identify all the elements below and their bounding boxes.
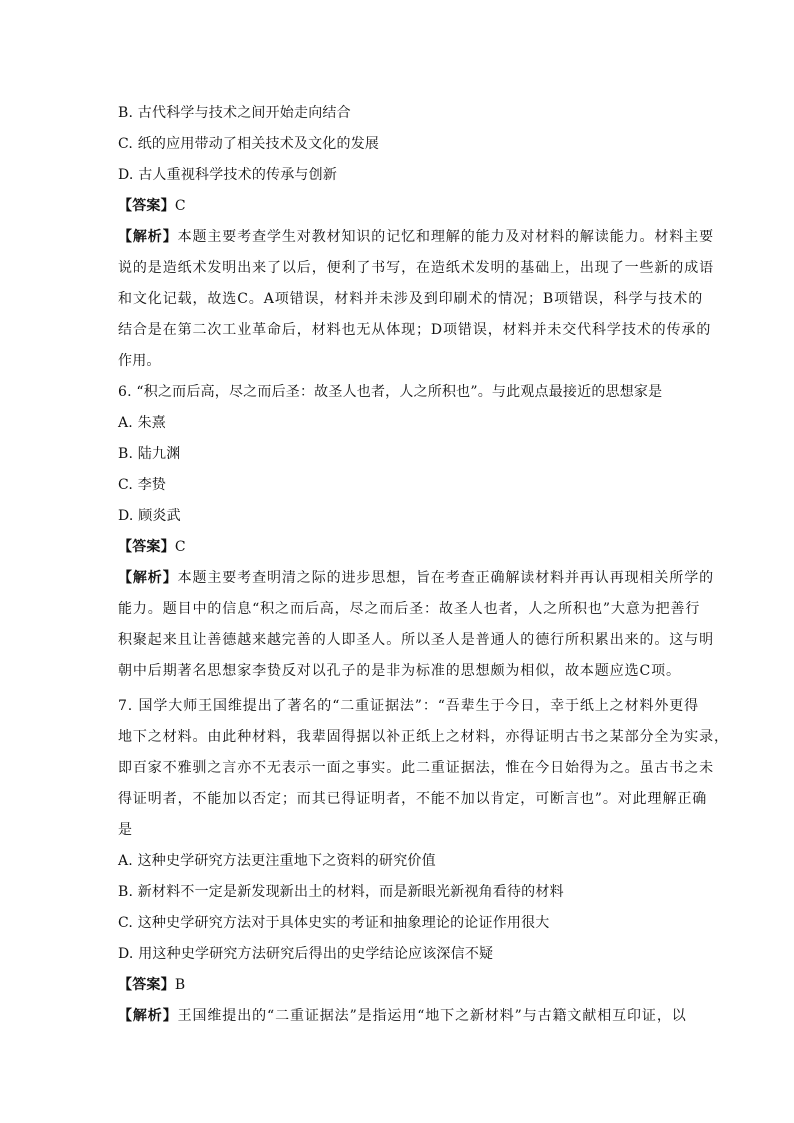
- q5-option-b: B. 古代科学与技术之间开始走向结合: [118, 105, 351, 121]
- q7-stem-line-4: 得证明者，不能加以否定；而其已得证明者，不能不加以肯定，可断言也”。对此理解正确: [118, 791, 708, 807]
- q6-analysis-line-2: 能力。题目中的信息“积之而后高，尽之而后圣：故圣人也者，人之所积也”大意为把善行: [118, 601, 701, 617]
- q7-stem-line-5: 是: [118, 822, 133, 838]
- q5-analysis-text-1: 本题主要考查学生对教材知识的记忆和理解的能力及对材料的解读能力。材料主要: [177, 229, 715, 245]
- q5-analysis-line-5: 作用。: [118, 353, 161, 369]
- q7-option-c: C. 这种史学研究方法对于具体史实的考证和抽象理论的论证作用很大: [118, 915, 550, 931]
- q5-analysis-line-2: 说的是造纸术发明出来了以后，便利了书写，在造纸术发明的基础上，出现了一些新的成语: [118, 260, 714, 276]
- q7-answer-value: B: [174, 977, 186, 993]
- q6-answer-value: C: [174, 539, 186, 555]
- q7-option-b: B. 新材料不一定是新发现新出土的材料，而是新眼光新视角看待的材料: [118, 884, 564, 900]
- q5-answer: [118, 196, 186, 216]
- q5-option-c: C. 纸的应用带动了相关技术及文化的发展: [118, 136, 380, 152]
- q7-answer-label: 【答案】: [118, 977, 175, 993]
- q5-answer-value: C: [174, 198, 186, 214]
- q6-analysis-line-1: [118, 568, 714, 588]
- q6-analysis-text-1: 本题主要考查明清之际的进步思想，旨在考查正确解读材料并再认再现相关所学的: [177, 570, 715, 586]
- q7-analysis-line-1: [118, 1006, 687, 1026]
- q5-analysis-line-1: [118, 227, 714, 247]
- q7-analysis-label: 【解析】: [118, 1008, 178, 1024]
- q5-answer-label: 【答案】: [118, 198, 175, 214]
- q6-stem: 6. “积之而后高，尽之而后圣：故圣人也者，人之所积也”。与此观点最接近的思想家是: [118, 384, 663, 400]
- q5-analysis-line-3: 和文化记载，故选C。A项错误，材料并未涉及到印刷术的情况；B项错误，科学与技术的: [118, 291, 704, 307]
- q7-answer: [118, 975, 185, 995]
- q6-analysis-line-3: 积聚起来且让善德越来越完善的人即圣人。所以圣人是普通人的德行所积累出来的。这与明: [118, 632, 714, 648]
- q7-option-d: D. 用这种史学研究方法研究后得出的史学结论应该深信不疑: [118, 946, 494, 962]
- q5-option-d: D. 古人重视科学技术的传承与创新: [118, 167, 338, 183]
- q7-stem-line-1: 7. 国学大师王国维提出了著名的“二重证据法”：“吾辈生于今日，幸于纸上之材料外更得: [118, 698, 700, 714]
- q5-analysis-line-4: 结合是在第二次工业革命后，材料也无从体现；D项错误，材料并未交代科学技术的传承的: [118, 322, 712, 338]
- q6-option-d: D. 顾炎武: [118, 508, 181, 524]
- q7-stem-line-2: 地下之材料。由此种材料，我辈固得据以补正纸上之材料，亦得证明古书之某部分全为实录，: [118, 729, 729, 745]
- q6-option-b: B. 陆九渊: [118, 446, 181, 462]
- q7-analysis-text-1: 王国维提出的“二重证据法”是指运用“地下之新材料”与古籍文献相互印证，以: [177, 1008, 687, 1024]
- q6-analysis-line-4: 朝中后期著名思想家李贽反对以孔子的是非为标准的思想颇为相似，故本题应选C项。: [118, 663, 681, 679]
- q7-stem-line-3: 即百家不雅驯之言亦不无表示一面之事实。此二重证据法，惟在今日始得为之。虽古书之未: [118, 760, 714, 776]
- q7-option-a: A. 这种史学研究方法更注重地下之资料的研究价值: [118, 853, 436, 869]
- q6-answer-label: 【答案】: [118, 539, 175, 555]
- q6-option-c: C. 李贽: [118, 477, 167, 493]
- q6-analysis-label: 【解析】: [118, 570, 178, 586]
- q6-option-a: A. 朱熹: [118, 415, 167, 431]
- q6-answer: [118, 537, 186, 557]
- q5-analysis-label: 【解析】: [118, 229, 178, 245]
